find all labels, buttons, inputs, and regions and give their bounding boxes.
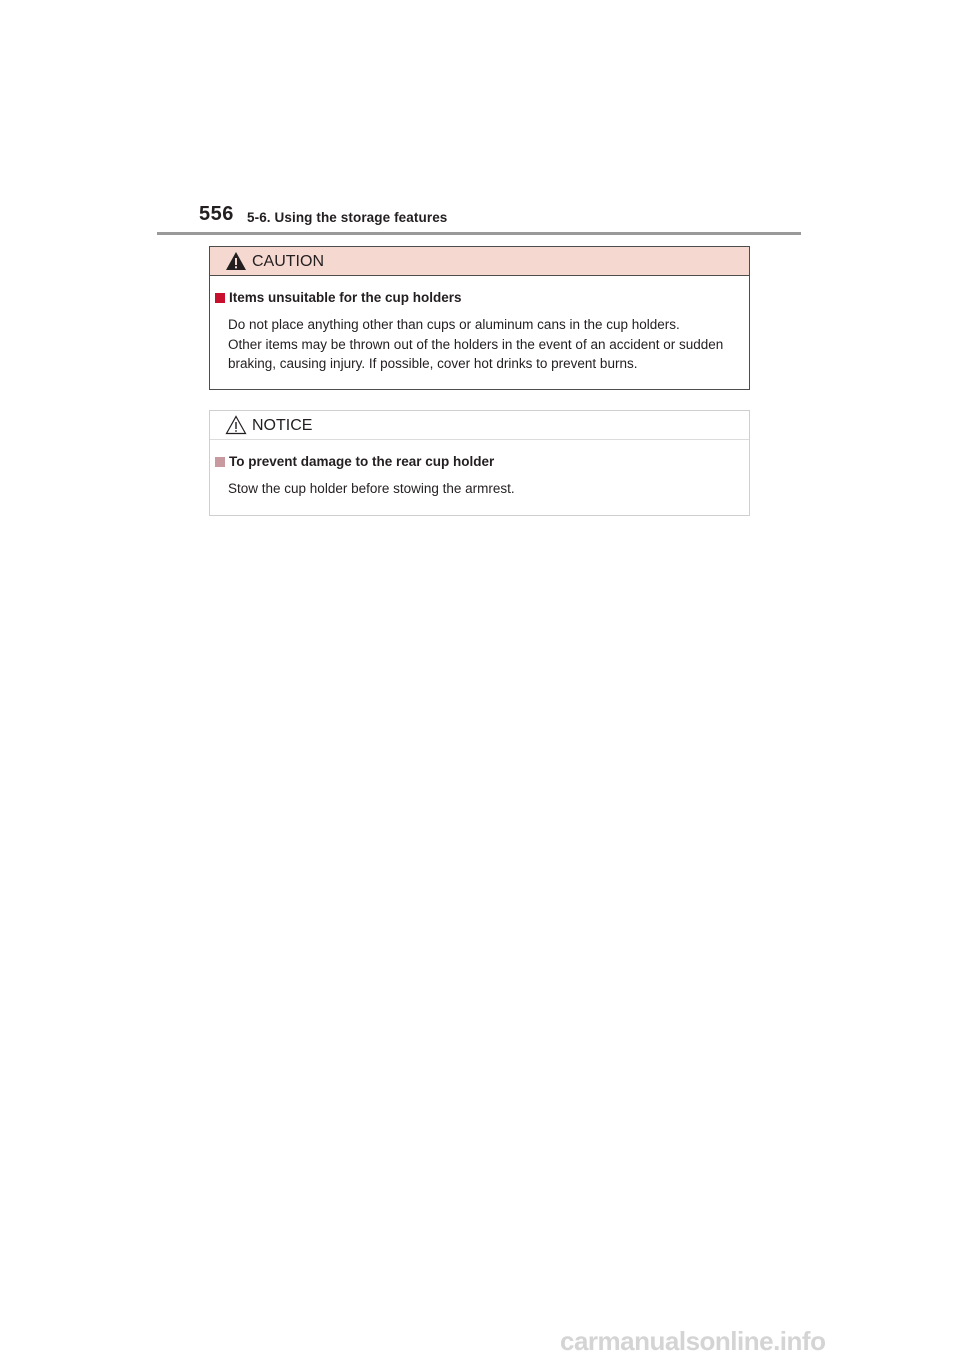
caution-box (209, 246, 750, 390)
caution-label: CAUTION (252, 253, 324, 270)
notice-item-heading-text: To prevent damage to the rear cup holder (229, 454, 495, 469)
watermark: carmanualsonline.info (560, 1326, 826, 1356)
warning-triangle-filled-icon (225, 251, 247, 271)
caution-item-body (228, 315, 746, 374)
square-bullet-icon (215, 457, 225, 467)
page-header (0, 0, 960, 240)
caution-item-heading (215, 290, 462, 305)
page-number: 556 (199, 203, 234, 225)
notice-label: NOTICE (252, 417, 313, 434)
section-title: 5-6. Using the storage features (247, 210, 448, 225)
caution-line: Other items may be thrown out of the holders in the event of an accident or sudden (228, 336, 724, 352)
warning-triangle-outline-icon (225, 415, 247, 435)
caution-header (210, 247, 749, 276)
square-bullet-icon (215, 293, 225, 303)
header-divider (157, 232, 801, 235)
notice-item-body (228, 479, 746, 499)
caution-line: braking, causing injury. If possible, cover hot drinks to prevent burns. (228, 356, 638, 371)
notice-item-heading (215, 454, 494, 469)
notice-box (209, 410, 750, 516)
caution-item-heading-text: Items unsuitable for the cup holders (229, 290, 462, 305)
caution-line: Do not place anything other than cups or aluminum cans in the cup holders. (228, 317, 680, 332)
notice-line: Stow the cup holder before stowing the armrest. (228, 481, 515, 496)
notice-header (210, 411, 749, 440)
